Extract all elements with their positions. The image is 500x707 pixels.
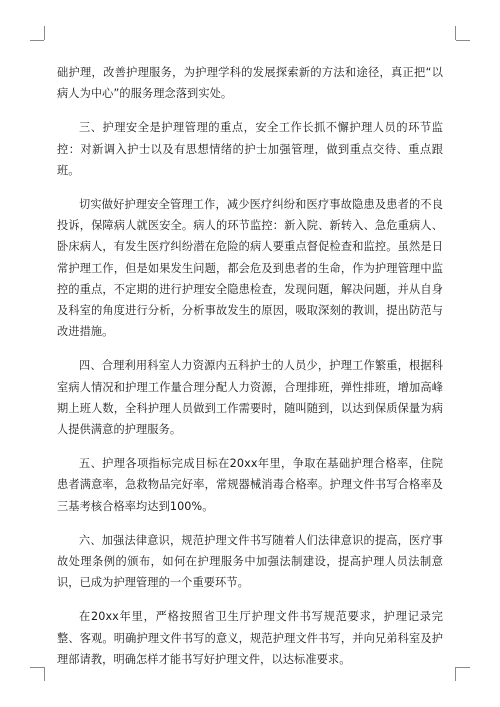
paragraph-7: 在20xx年里，严格按照省卫生厅护理文件书写规范要求，护理记录完整、客观。明确护理文件书写的意义，规范护理文件书写，并向兄弟科室及护理部请教，明确怎样才能书写好护理文件，以达标准要求。 — [57, 610, 443, 666]
paragraph-1: 础护理，改善护理服务，为护理学科的发展探索新的方法和途径，真正把“以病人为中心”的服务理念落到实处。 — [57, 66, 443, 101]
crop-mark-bottom-left-h — [30, 667, 44, 668]
paragraph-4: 四、合理利用科室人力资源内五科护士的人员少，护理工作繁重，根据科室病人情况和护理工作量合理分配人力资源，合理排班，弹性排班，增加高峰期上班人数，全科护理人员做到工作需要时，随叫随到，以达到保质保量为病人提供满意的护理服务。 — [57, 359, 443, 437]
document-body — [57, 62, 443, 683]
crop-mark-bottom-right-h — [456, 667, 470, 668]
paragraph-6: 六、加强法律意识，规范护理文件书写随着人们法律意识的提高，医疗事故处理条例的颁布，如何在护理服务中加强法制建设，提高护理人员法制意识，已成为护理管理的一个重要环节。 — [57, 533, 443, 590]
crop-mark-bottom-left-v — [44, 667, 45, 681]
paragraph-3: 切实做好护理安全管理工作，减少医疗纠纷和医疗事故隐患及患者的不良投诉，保障病人就医安全。病人的环节监控：新入院、新转入、急危重病人、卧床病人，有发生医疗纠纷潜在危险的病人要重点督促检查和监控。虽然是日常护理工作，但是如果发生问题，都会危及到患者的生命，作为护理管理中监控的重点，不定期的进行护理安全隐患检查，发现问题，解决问题，并从自身及科室的角度进行分析，分析事故发生的原因，吸取深刻的教训，提出防范与改进措施。 — [57, 198, 443, 339]
crop-mark-top-right-h — [456, 40, 470, 41]
crop-mark-top-right-v — [455, 26, 456, 40]
crop-mark-bottom-right-v — [455, 667, 456, 681]
crop-mark-top-left-h — [30, 40, 44, 41]
paragraph-2: 三、护理安全是护理管理的重点，安全工作长抓不懈护理人员的环节监控：对新调入护士以及有思想情绪的护士加强管理，做到重点交待、重点跟班。 — [57, 121, 443, 177]
crop-mark-top-left-v — [44, 26, 45, 40]
paragraph-5: 五、护理各项指标完成目标在20xx年里，争取在基础护理合格率，住院患者满意率，急救物品完好率，常规器械消毒合格率。护理文件书写合格率及三基考核合格率均达到100%。 — [57, 457, 443, 513]
